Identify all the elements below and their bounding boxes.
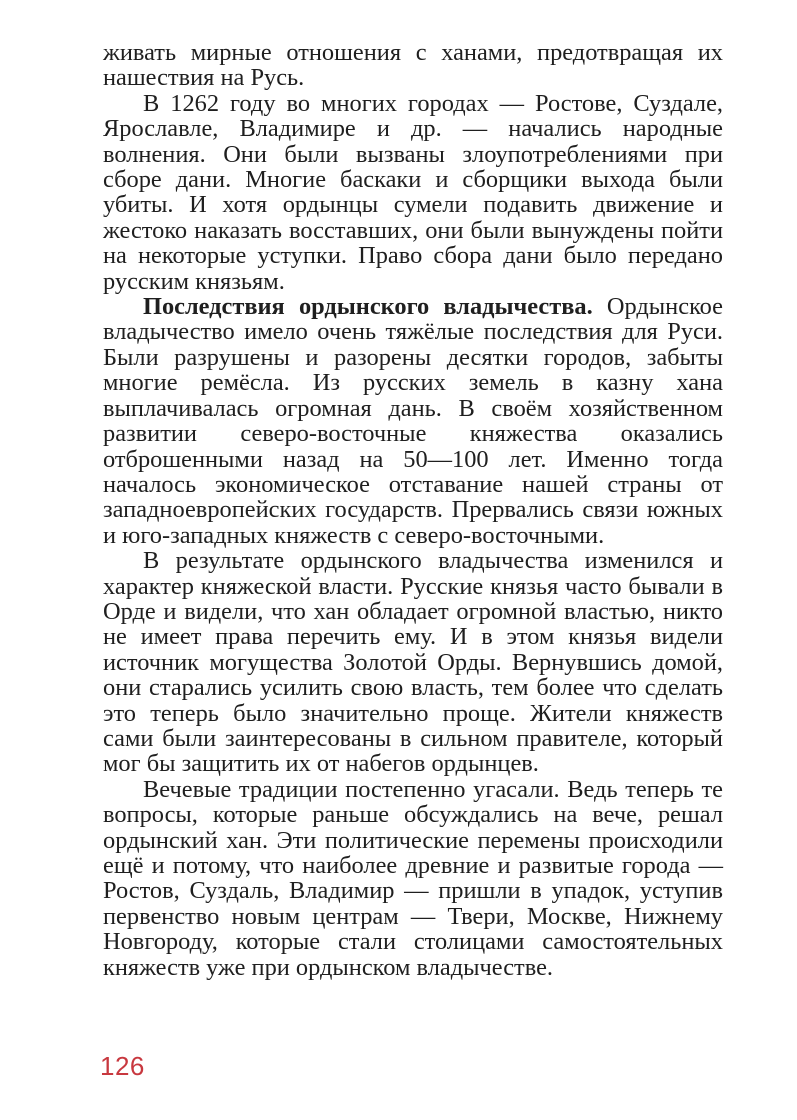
- paragraph-text: В результате ордынского владычества изменился и характер княжеской власти. Русские князья часто бывали в Орде и видели, что хан обладает огромной властью, никто не имеет права перечить ему. И в этом князья видели источник могущества Золотой Орды. Вернувшись домой, они старались усилить свою власть, тем более что сделать это теперь было значительно проще. Жители княжеств сами были заинтересованы в сильном правителе, который мог бы защитить их от набегов ордынцев.: [103, 547, 723, 778]
- paragraph-veche-traditions: [103, 777, 723, 980]
- paragraph-consequences: [103, 294, 723, 548]
- paragraph-text: Вечевые традиции постепенно угасали. Ведь теперь те вопросы, которые раньше обсуждались на вече, решал ордынский хан. Эти политические перемены происходили ещё и потому, что наиболее древние и развитые города — Ростов, Суздаль, Владимир — пришли в упадок, уступив первенство новым центрам — Твери, Москве, Нижнему Новгороду, которые стали столицами самостоятельных княжеств уже при ордынском владычестве.: [103, 775, 723, 981]
- paragraph-text: Ордынское владычество имело очень тяжёлые последствия для Руси. Были разрушены и разорены десятки городов, забыты многие ремёсла. Из русских земель в казну хана выплачивалась огромная дань. В своём хозяйственном развитии северо-восточные княжества оказались отброшенными назад на 50—100 лет. Именно тогда началось экономическое отставание нашей страны от западноевропейских государств. Прервались связи южных и юго-западных княжеств с северо-восточными.: [103, 293, 723, 549]
- paragraph-1262-uprisings: [103, 91, 723, 294]
- paragraph-continuation: [103, 40, 723, 91]
- paragraph-princely-power: [103, 548, 723, 777]
- paragraph-text: живать мирные отношения с ханами, предотвращая их нашествия на Русь.: [103, 39, 723, 92]
- section-lead-heading: Последствия ордынского владычества.: [143, 293, 593, 321]
- page-number: 126: [100, 1051, 145, 1081]
- body-text: [103, 40, 723, 980]
- paragraph-text: В 1262 году во многих городах — Ростове, Суздале, Ярославле, Владимире и др. — начались народные волнения. Они были вызваны злоупотреблениями при сборе дани. Многие баскаки и сборщики выхода были убиты. И хотя ордынцы сумели подавить движение и жестоко наказать восставших, они были вынуждены пойти на некоторые уступки. Право сбора дани было передано русским князьям.: [103, 89, 723, 295]
